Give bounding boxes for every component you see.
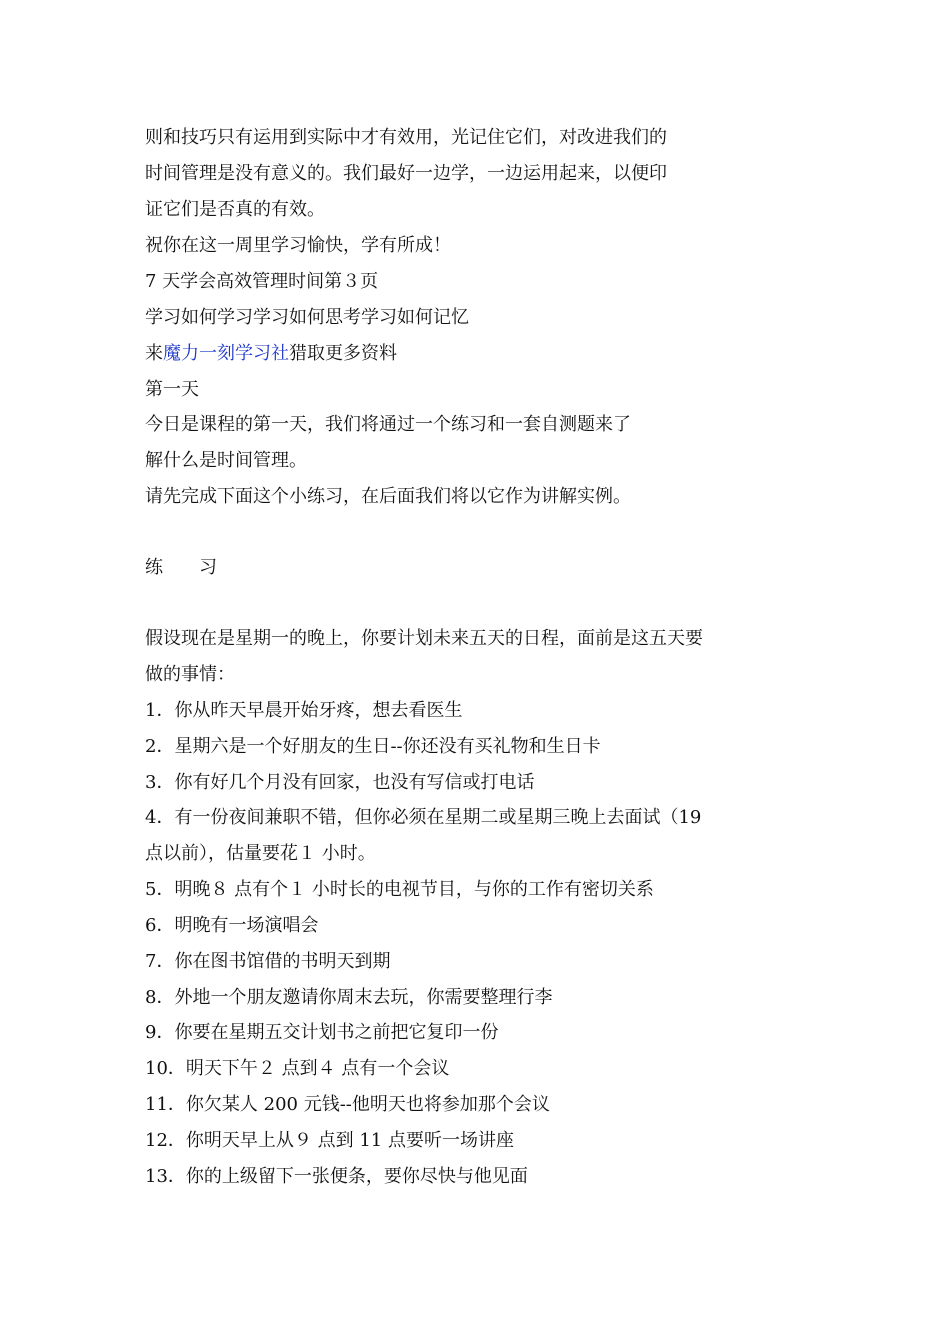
intro-line-2: 时间管理是没有意义的。我们最好一边学，一边运用起来，以便印 — [145, 163, 667, 184]
list-item: 13．你的上级留下一张便条，要你尽快与他见面 — [145, 1166, 528, 1187]
promo-suffix: 猎取更多资料 — [289, 343, 397, 364]
promo-line — [145, 342, 397, 366]
promo-prefix: 来 — [145, 343, 163, 364]
list-item: 5．明晚８ 点有个１ 小时长的电视节目，与你的工作有密切关系 — [145, 879, 654, 900]
list-item: 8．外地一个朋友邀请你周末去玩，你需要整理行李 — [145, 987, 553, 1008]
day-heading: 第一天 — [145, 379, 199, 400]
list-item: 10．明天下午２ 点到４ 点有一个会议 — [145, 1058, 450, 1079]
exercise-intro-1: 假设现在是星期一的晚上，你要计划未来五天的日程，面前是这五天要 — [145, 628, 703, 649]
page-reference: 7 天学会高效管理时间第３页 — [145, 271, 379, 292]
list-item: 6．明晚有一场演唱会 — [145, 915, 319, 936]
list-item: 1．你从昨天早晨开始牙疼，想去看医生 — [145, 700, 463, 721]
day-line-3: 请先完成下面这个小练习，在后面我们将以它作为讲解实例。 — [145, 486, 631, 507]
list-item: 4．有一份夜间兼职不错，但你必须在星期二或星期三晚上去面试（19 — [145, 807, 702, 828]
list-item: 7．你在图书馆借的书明天到期 — [145, 951, 391, 972]
list-item: 11．你欠某人 200 元钱--他明天也将参加那个会议 — [145, 1094, 550, 1115]
exercise-heading: 练 习 — [145, 557, 217, 578]
list-item: 9．你要在星期五交计划书之前把它复印一份 — [145, 1022, 499, 1043]
list-item-continuation: 点以前），估量要花１ 小时。 — [145, 843, 376, 864]
list-item: 2．星期六是一个好朋友的生日--你还没有买礼物和生日卡 — [145, 736, 601, 757]
study-club-link[interactable]: 魔力一刻学习社 — [163, 343, 289, 364]
list-item: 3．你有好几个月没有回家，也没有写信或打电话 — [145, 772, 535, 793]
intro-line-4: 祝你在这一周里学习愉快，学有所成！ — [145, 235, 451, 256]
list-item: 12．你明天早上从９ 点到 11 点要听一场讲座 — [145, 1130, 514, 1151]
intro-line-3: 证它们是否真的有效。 — [145, 199, 325, 220]
day-line-1: 今日是课程的第一天，我们将通过一个练习和一套自测题来了 — [145, 414, 631, 435]
study-line: 学习如何学习学习如何思考学习如何记忆 — [145, 307, 469, 328]
day-line-2: 解什么是时间管理。 — [145, 450, 307, 471]
exercise-intro-2: 做的事情： — [145, 664, 235, 685]
intro-line-1: 则和技巧只有运用到实际中才有效用，光记住它们，对改进我们的 — [145, 127, 667, 148]
